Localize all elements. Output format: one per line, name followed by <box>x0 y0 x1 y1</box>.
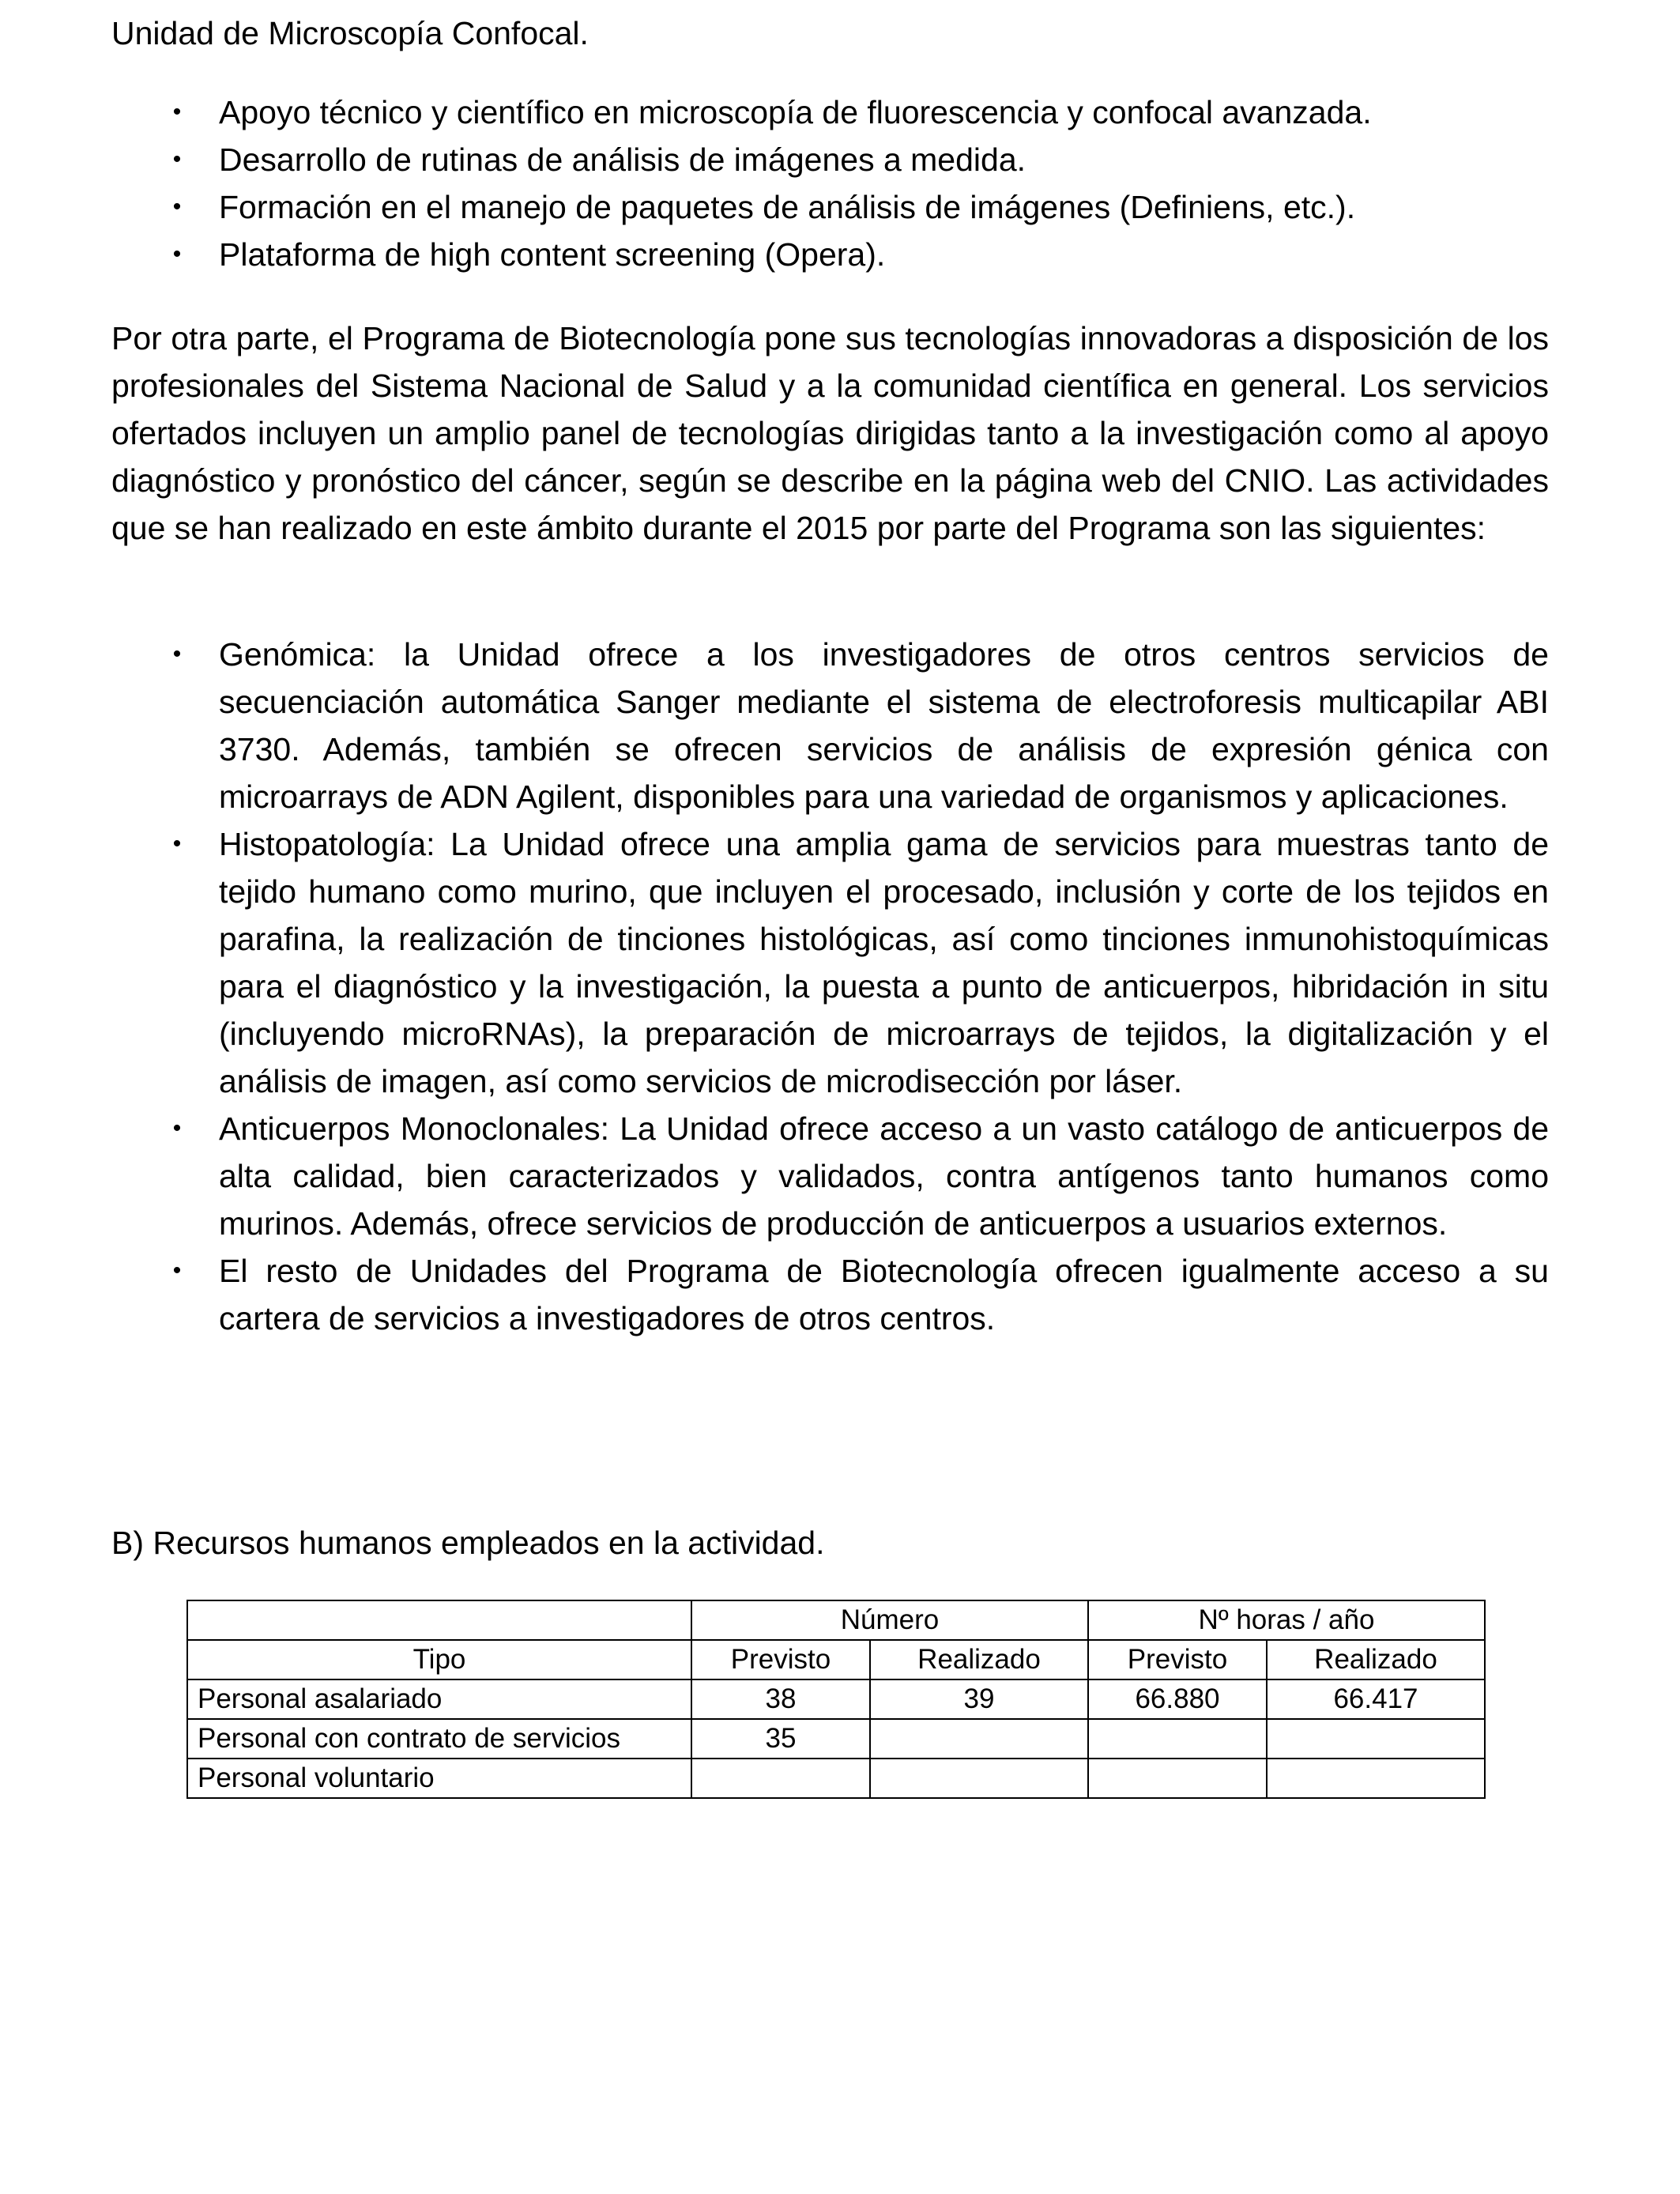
bullet-icon: • <box>172 99 182 125</box>
row-horas-previsto-cell: 66.880 <box>1088 1679 1267 1719</box>
table-row <box>187 1679 1485 1719</box>
list-item <box>0 231 1549 278</box>
confocal-bullet-list <box>0 89 1549 278</box>
bullet-icon: • <box>172 194 182 220</box>
list-item-text: Genómica: la Unidad ofrece a los investigadores de otros centros servicios de secuenciación automática Sanger mediante el sistema de electroforesis multicapilar ABI 3730. Además, también se ofrecen servicios de análisis de expresión génica con microarrays de ADN Agilent, disponibles para una variedad de organismos y aplicaciones. <box>219 636 1549 815</box>
table-row <box>187 1759 1485 1798</box>
row-tipo-cell: Personal con contrato de servicios <box>187 1719 691 1759</box>
section-heading: B) Recursos humanos empleados en la actividad. <box>111 1525 825 1561</box>
bullet-icon: • <box>172 1257 182 1284</box>
column-header-numero-previsto: Previsto <box>691 1640 870 1679</box>
bullet-icon: • <box>172 831 182 857</box>
row-horas-realizado-cell: 66.417 <box>1267 1679 1485 1719</box>
list-item-text: Formación en el manejo de paquetes de análisis de imágenes (Definiens, etc.). <box>219 189 1356 225</box>
bullet-icon: • <box>172 641 182 667</box>
list-item-text: Plataforma de high content screening (Opera). <box>219 236 886 273</box>
list-item <box>0 1247 1549 1342</box>
bullet-icon: • <box>172 241 182 267</box>
list-item <box>0 631 1549 820</box>
row-numero-previsto-cell: 35 <box>691 1719 870 1759</box>
row-tipo-cell: Personal voluntario <box>187 1759 691 1798</box>
list-item <box>0 183 1549 231</box>
column-header-tipo: Tipo <box>187 1640 691 1679</box>
list-item-text: Histopatología: La Unidad ofrece una amplia gama de servicios para muestras tanto de tejido humano como murino, que incluyen el procesado, inclusión y corte de los tejidos en parafina, la realización de tinciones histológicas, así como tinciones inmunohistoquímicas para el diagnóstico y la investigación, la puesta a punto de anticuerpos, hibridación in situ (incluyendo microRNAs), la preparación de microarrays de tejidos, la digitalización y el análisis de imagen, así como servicios de microdisección por láser. <box>219 826 1549 1099</box>
table-row <box>187 1719 1485 1759</box>
group-header-horas: Nº horas / año <box>1088 1600 1485 1640</box>
list-item <box>0 89 1549 136</box>
program-paragraph: Por otra parte, el Programa de Biotecnología pone sus tecnologías innovadoras a disposición de los profesionales del Sistema Nacional de Salud y a la comunidad científica en general. Los servicios ofertados incluyen un amplio panel de tecnologías dirigidas tanto a la investigación como al apoyo diagnóstico y pronóstico del cáncer, según se describe en la página web del CNIO. Las actividades que se han realizado en este ámbito durante el 2015 por parte del Programa son las siguientes: <box>111 320 1549 546</box>
list-item-text: El resto de Unidades del Programa de Biotecnología ofrecen igualmente acceso a su cartera de servicios a investigadores de otros centros. <box>219 1253 1549 1336</box>
row-numero-previsto-cell: 38 <box>691 1679 870 1719</box>
table-group-header-row <box>187 1600 1485 1640</box>
list-item <box>0 820 1549 1105</box>
column-header-horas-realizado: Realizado <box>1267 1640 1485 1679</box>
list-item-text: Desarrollo de rutinas de análisis de imágenes a medida. <box>219 141 1026 178</box>
column-header-numero-realizado: Realizado <box>870 1640 1088 1679</box>
bullet-icon: • <box>172 146 182 172</box>
program-bullet-list <box>0 631 1549 1342</box>
row-numero-realizado-cell <box>870 1759 1088 1798</box>
row-horas-previsto-cell <box>1088 1719 1267 1759</box>
list-item <box>0 1105 1549 1247</box>
list-item-text: Anticuerpos Monoclonales: La Unidad ofrece acceso a un vasto catálogo de anticuerpos de alta calidad, bien caracterizados y validados, contra antígenos tanto humanos como murinos. Además, ofrece servicios de producción de anticuerpos a usuarios externos. <box>219 1110 1549 1242</box>
human-resources-table <box>186 1600 1486 1799</box>
table-header-empty-cell <box>187 1600 691 1640</box>
row-horas-realizado-cell <box>1267 1719 1485 1759</box>
column-header-horas-previsto: Previsto <box>1088 1640 1267 1679</box>
group-header-numero: Número <box>691 1600 1088 1640</box>
row-horas-realizado-cell <box>1267 1759 1485 1798</box>
row-numero-realizado-cell: 39 <box>870 1679 1088 1719</box>
intro-line: Unidad de Microscopía Confocal. <box>111 15 589 51</box>
row-numero-realizado-cell <box>870 1719 1088 1759</box>
table-column-header-row <box>187 1640 1485 1679</box>
bullet-icon: • <box>172 1115 182 1141</box>
row-numero-previsto-cell <box>691 1759 870 1798</box>
list-item <box>0 136 1549 183</box>
row-horas-previsto-cell <box>1088 1759 1267 1798</box>
row-tipo-cell: Personal asalariado <box>187 1679 691 1719</box>
list-item-text: Apoyo técnico y científico en microscopía de fluorescencia y confocal avanzada. <box>219 94 1372 130</box>
